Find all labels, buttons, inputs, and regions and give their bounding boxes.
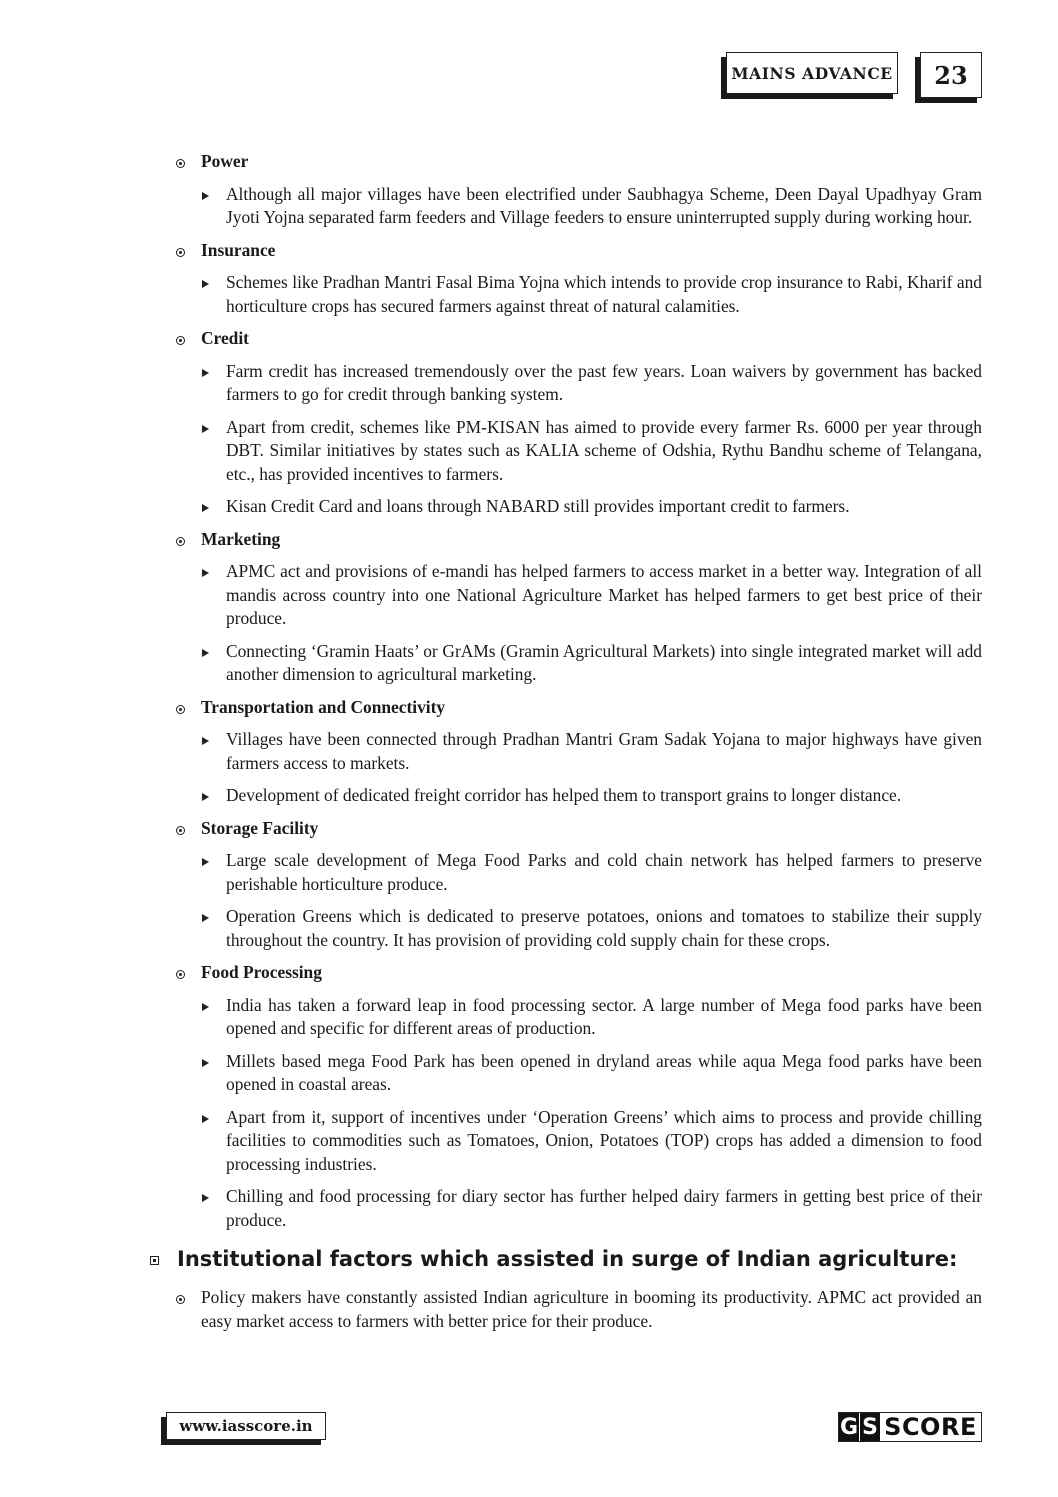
list-item [176,183,982,230]
circle-bullet-icon [176,705,185,714]
list-item [176,360,982,407]
section-title: Food Processing [201,962,322,982]
section-transportation [176,696,982,808]
arrow-bullet-icon [202,192,209,200]
institutional-paragraph [176,1286,982,1333]
section-title: Credit [201,328,249,348]
item-text: Schemes like Pradhan Mantri Fasal Bima Yojna which intends to provide crop insurance to Rabi, Kharif and horticulture crops has secured farmers against threat of natural calamities. [226,272,982,316]
list-item [176,1106,982,1177]
item-text: Although all major villages have been electrified under Saubhagya Scheme, Deen Dayal Upadhyay Gram Jyoti Yojna separated farm feeders and Village feeders to ensure uninterrupted supply during working hour. [226,183,982,227]
item-text: Connecting ‘Gramin Haats’ or GrAMs (Gramin Agricultural Markets) into single integrated market will add another dimension to agricultural marketing. [226,640,982,684]
list-item [176,495,982,519]
arrow-bullet-icon [202,369,209,377]
circle-bullet-icon [176,826,185,835]
circle-bullet-icon [176,248,185,257]
arrow-bullet-icon [202,569,209,577]
list-item [176,784,982,808]
section-food-processing [176,961,982,1232]
section-credit [176,327,982,519]
section-title: Storage Facility [201,817,319,838]
section-heading [176,817,982,841]
section-power [176,150,982,230]
arrow-bullet-icon [202,280,209,288]
section-title: Transportation and Connectivity [201,696,446,717]
section-heading [176,961,982,985]
list-item [176,849,982,896]
arrow-bullet-icon [202,1003,209,1011]
item-text: Large scale development of Mega Food Parks and cold chain network has helped farmers to preserve perishable horticulture produce. [226,850,982,894]
circle-bullet-icon [176,336,185,345]
arrow-bullet-icon [202,1059,209,1067]
heading-text: Institutional factors which assisted in surge of Indian agriculture: [177,1247,958,1271]
arrow-bullet-icon [202,737,209,745]
arrow-bullet-icon [202,1115,209,1123]
mains-advance-tag: MAINS ADVANCE [726,52,898,94]
item-text: Kisan Credit Card and loans through NABARD still provides important credit to farmers. [226,496,850,516]
list-item [176,560,982,631]
list-item [176,728,982,775]
item-text: Villages have been connected through Pradhan Mantri Gram Sadak Yojana to major highways have given farmers access to markets. [226,729,982,773]
list-item [176,994,982,1041]
arrow-bullet-icon [202,649,209,657]
item-text: Farm credit has increased tremendously over the past few years. Loan waivers by government has backed farmers to go for credit through banking system. [226,360,982,404]
section-title: Marketing [201,528,281,549]
item-text: India has taken a forward leap in food processing sector. A large number of Mega food parks have been opened and specific for different areas of production. [226,994,982,1038]
circle-bullet-icon [176,537,185,546]
section-title: Power [201,151,249,171]
logo-g: G [839,1414,859,1440]
gs-score-logo [838,1412,982,1442]
arrow-bullet-icon [202,858,209,866]
institutional-heading [151,1244,982,1274]
arrow-bullet-icon [202,914,209,922]
item-text: APMC act and provisions of e-mandi has helped farmers to access market in a better way. Integration of all mandis across country into one National Agriculture Market has helped farmers to get best price of their produce. [226,561,982,628]
section-storage [176,817,982,953]
circle-bullet-icon [176,970,185,979]
list-item [176,905,982,952]
website-url[interactable]: www.iasscore.in [166,1412,326,1440]
section-heading [176,696,982,720]
list-item [176,1050,982,1097]
arrow-bullet-icon [202,504,209,512]
item-text: Millets based mega Food Park has been opened in dryland areas while aqua Mega food parks have been opened in coastal areas. [226,1050,982,1094]
item-text: Operation Greens which is dedicated to preserve potatoes, onions and tomatoes to stabilize their supply throughout the country. It has provision of providing cold supply chain for these crops. [226,906,982,950]
section-heading [176,150,982,174]
section-heading [176,239,982,263]
circle-bullet-icon [176,1295,185,1304]
item-text: Apart from credit, schemes like PM-KISAN has aimed to provide every farmer Rs. 6000 per year through DBT. Similar initiatives by states such as KALIA scheme of Odshia, Rythu Bandhu scheme of Telangana, etc., has provided incentives to farmers. [226,416,982,484]
list-item [176,416,982,487]
arrow-bullet-icon [202,425,209,433]
arrow-bullet-icon [202,793,209,801]
item-text: Development of dedicated freight corridor has helped them to transport grains to longer distance. [226,785,902,805]
list-item [176,1185,982,1232]
page-content [176,150,982,1333]
section-insurance [176,239,982,319]
list-item [176,271,982,318]
section-heading [176,327,982,351]
arrow-bullet-icon [202,1194,209,1202]
square-bullet-icon [150,1256,159,1265]
item-text: Apart from it, support of incentives under ‘Operation Greens’ which aims to process and provide chilling facilities to commodities such as Tomatoes, Onion, Potatoes (TOP) crops has added a dimension to food processing industries. [226,1106,982,1174]
section-title: Insurance [201,239,276,260]
item-text: Chilling and food processing for diary sector has further helped dairy farmers in getting best price of their produce. [226,1186,982,1230]
paragraph-text: Policy makers have constantly assisted Indian agriculture in booming its productivity. APMC act provided an easy market access to farmers with better price for their produce. [201,1287,982,1331]
page-number: 23 [920,52,982,98]
logo-s: S [860,1413,880,1441]
section-marketing [176,528,982,687]
section-heading [176,528,982,552]
list-item [176,640,982,687]
circle-bullet-icon [176,159,185,168]
logo-score: SCORE [884,1413,977,1441]
